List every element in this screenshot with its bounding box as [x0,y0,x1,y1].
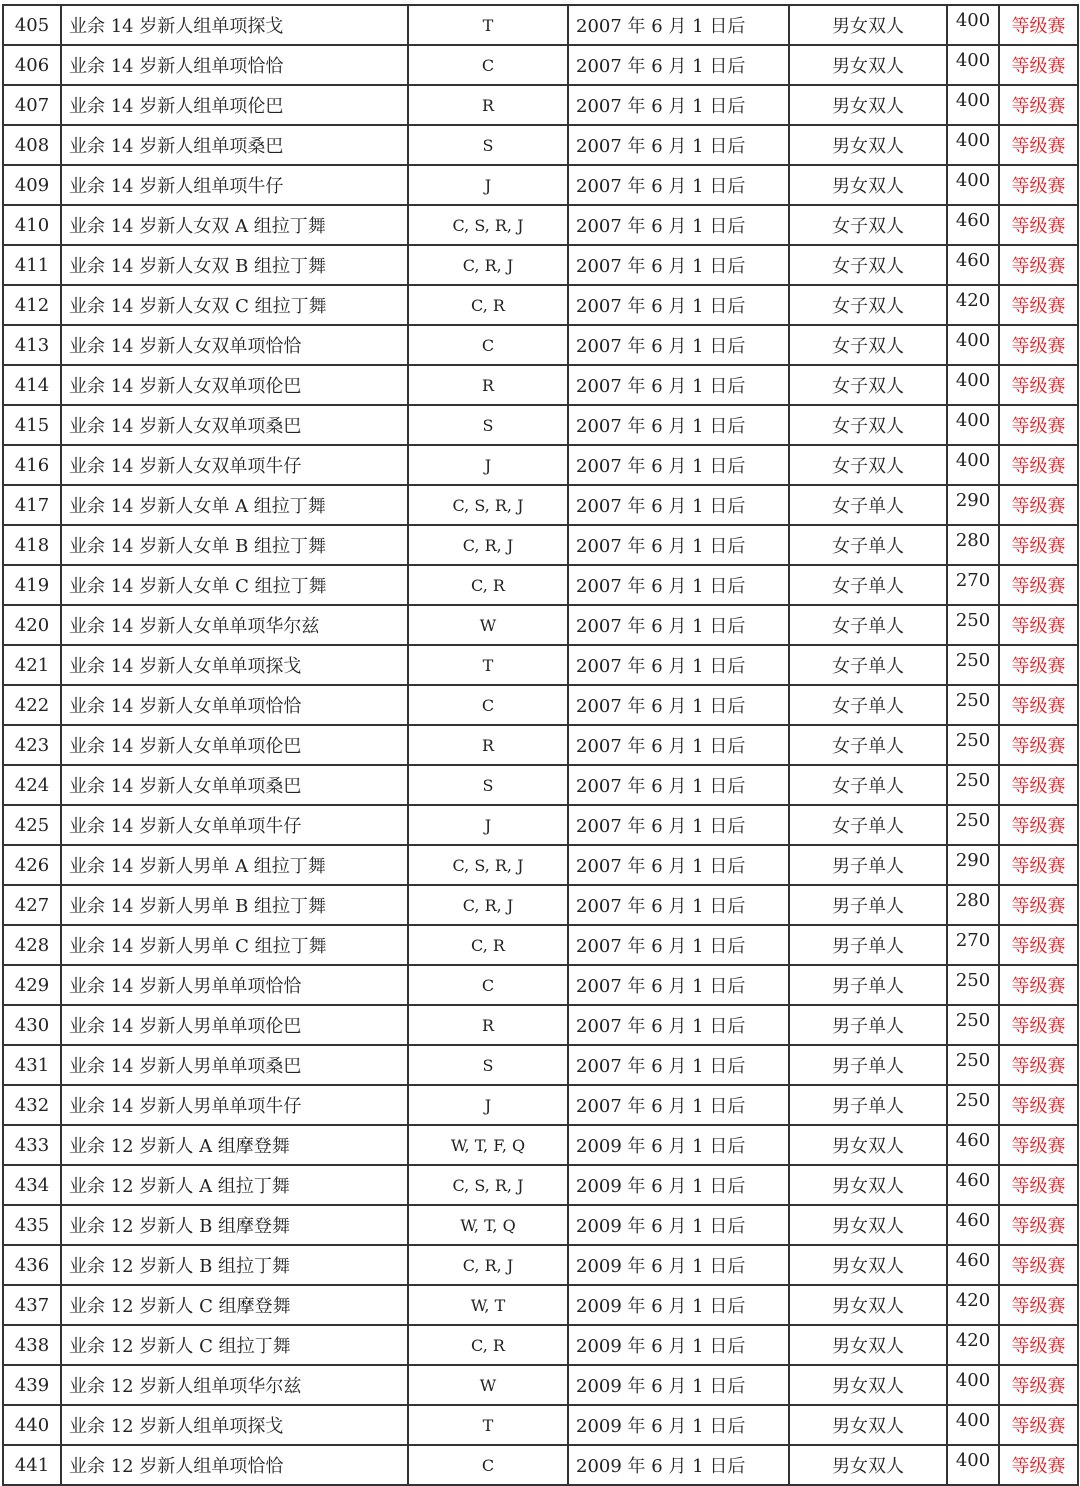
table-row [3,1005,1078,1045]
event-number: 420 [3,605,61,645]
event-fee: 400 [947,85,999,125]
event-category: 女子双人 [789,325,947,365]
event-name: 业余 14 岁新人女单单项华尔兹 [61,605,408,645]
event-number: 419 [3,565,61,605]
table-row [3,725,1078,765]
event-number: 436 [3,1245,61,1285]
event-name: 业余 14 岁新人男单单项桑巴 [61,1045,408,1085]
event-category: 女子单人 [789,645,947,685]
event-fee: 250 [947,1005,999,1045]
table-row [3,885,1078,925]
event-number: 407 [3,85,61,125]
event-birth-date: 2007 年 6 月 1 日后 [568,725,789,765]
event-birth-date: 2007 年 6 月 1 日后 [568,245,789,285]
table-row [3,1405,1078,1445]
event-birth-date: 2007 年 6 月 1 日后 [568,325,789,365]
event-birth-date: 2007 年 6 月 1 日后 [568,5,789,45]
event-fee: 460 [947,1205,999,1245]
event-category: 男女双人 [789,1445,947,1485]
table-row [3,765,1078,805]
table-row [3,1285,1078,1325]
event-category: 男女双人 [789,125,947,165]
table-row [3,365,1078,405]
event-type: 等级赛 [999,805,1078,845]
event-fee: 250 [947,765,999,805]
event-fee: 460 [947,205,999,245]
event-type: 等级赛 [999,325,1078,365]
event-birth-date: 2007 年 6 月 1 日后 [568,445,789,485]
table-row [3,565,1078,605]
event-fee: 460 [947,1165,999,1205]
event-name: 业余 12 岁新人组单项探戈 [61,1405,408,1445]
event-number: 425 [3,805,61,845]
event-category: 女子单人 [789,565,947,605]
table-row [3,325,1078,365]
event-category: 男女双人 [789,5,947,45]
table-row [3,965,1078,1005]
event-birth-date: 2007 年 6 月 1 日后 [568,565,789,605]
event-dances: R [408,725,568,765]
event-category: 女子双人 [789,245,947,285]
event-number: 416 [3,445,61,485]
event-type: 等级赛 [999,885,1078,925]
event-dances: T [408,1405,568,1445]
event-number: 429 [3,965,61,1005]
event-type: 等级赛 [999,925,1078,965]
table-row [3,645,1078,685]
event-fee: 400 [947,125,999,165]
event-name: 业余 14 岁新人男单 A 组拉丁舞 [61,845,408,885]
event-category: 男子单人 [789,925,947,965]
event-type: 等级赛 [999,765,1078,805]
event-category: 男子单人 [789,885,947,925]
event-type: 等级赛 [999,645,1078,685]
event-category: 男子单人 [789,1045,947,1085]
event-number: 415 [3,405,61,445]
event-birth-date: 2009 年 6 月 1 日后 [568,1405,789,1445]
event-name: 业余 12 岁新人 C 组拉丁舞 [61,1325,408,1365]
event-dances: C, R [408,565,568,605]
event-dances: C, S, R, J [408,485,568,525]
event-fee: 250 [947,965,999,1005]
event-category: 女子双人 [789,285,947,325]
event-name: 业余 14 岁新人女单 A 组拉丁舞 [61,485,408,525]
event-dances: C, R, J [408,525,568,565]
event-fee: 460 [947,245,999,285]
event-number: 408 [3,125,61,165]
event-birth-date: 2007 年 6 月 1 日后 [568,885,789,925]
event-category: 男女双人 [789,1125,947,1165]
event-category: 男女双人 [789,1245,947,1285]
event-fee: 400 [947,325,999,365]
event-category: 女子单人 [789,805,947,845]
event-birth-date: 2009 年 6 月 1 日后 [568,1285,789,1325]
table-row [3,1365,1078,1405]
event-type: 等级赛 [999,405,1078,445]
event-name: 业余 14 岁新人男单单项伦巴 [61,1005,408,1045]
event-type: 等级赛 [999,165,1078,205]
event-dances: C, R [408,925,568,965]
event-name: 业余 14 岁新人女单单项探戈 [61,645,408,685]
event-name: 业余 14 岁新人男单 B 组拉丁舞 [61,885,408,925]
table-row [3,85,1078,125]
event-birth-date: 2009 年 6 月 1 日后 [568,1125,789,1165]
event-birth-date: 2007 年 6 月 1 日后 [568,405,789,445]
event-type: 等级赛 [999,5,1078,45]
event-fee: 420 [947,285,999,325]
event-birth-date: 2007 年 6 月 1 日后 [568,605,789,645]
event-category: 女子双人 [789,405,947,445]
event-birth-date: 2007 年 6 月 1 日后 [568,485,789,525]
event-fee: 400 [947,445,999,485]
event-name: 业余 14 岁新人女双单项桑巴 [61,405,408,445]
event-category: 男子单人 [789,1005,947,1045]
event-type: 等级赛 [999,1285,1078,1325]
event-category: 男女双人 [789,1165,947,1205]
event-dances: W, T, F, Q [408,1125,568,1165]
event-number: 440 [3,1405,61,1445]
event-category: 男女双人 [789,1205,947,1245]
event-fee: 280 [947,885,999,925]
event-category: 男女双人 [789,1325,947,1365]
event-fee: 290 [947,485,999,525]
event-category: 男子单人 [789,1085,947,1125]
table-row [3,1325,1078,1365]
event-number: 427 [3,885,61,925]
event-number: 437 [3,1285,61,1325]
event-type: 等级赛 [999,525,1078,565]
event-type: 等级赛 [999,1365,1078,1405]
event-fee: 250 [947,1085,999,1125]
event-name: 业余 14 岁新人组单项恰恰 [61,45,408,85]
event-name: 业余 12 岁新人 B 组拉丁舞 [61,1245,408,1285]
event-category: 男女双人 [789,1365,947,1405]
event-dances: C [408,325,568,365]
event-type: 等级赛 [999,1205,1078,1245]
event-fee: 460 [947,1125,999,1165]
event-birth-date: 2007 年 6 月 1 日后 [568,765,789,805]
event-type: 等级赛 [999,85,1078,125]
event-number: 428 [3,925,61,965]
event-fee: 270 [947,565,999,605]
event-birth-date: 2007 年 6 月 1 日后 [568,525,789,565]
event-category: 男子单人 [789,845,947,885]
event-name: 业余 12 岁新人组单项恰恰 [61,1445,408,1485]
event-name: 业余 12 岁新人 A 组摩登舞 [61,1125,408,1165]
event-category: 女子单人 [789,605,947,645]
event-dances: W, T, Q [408,1205,568,1245]
event-number: 417 [3,485,61,525]
table-row [3,245,1078,285]
event-dances: J [408,805,568,845]
table-row [3,205,1078,245]
event-type: 等级赛 [999,965,1078,1005]
event-birth-date: 2007 年 6 月 1 日后 [568,1085,789,1125]
event-name: 业余 14 岁新人女双单项牛仔 [61,445,408,485]
event-number: 413 [3,325,61,365]
event-type: 等级赛 [999,725,1078,765]
event-dances: W [408,1365,568,1405]
event-category: 男女双人 [789,1285,947,1325]
table-row [3,925,1078,965]
event-birth-date: 2007 年 6 月 1 日后 [568,125,789,165]
event-name: 业余 14 岁新人组单项探戈 [61,5,408,45]
event-type: 等级赛 [999,565,1078,605]
event-dances: R [408,85,568,125]
table-row [3,1085,1078,1125]
event-name: 业余 14 岁新人女单单项牛仔 [61,805,408,845]
event-dances: R [408,365,568,405]
event-type: 等级赛 [999,1005,1078,1045]
event-number: 434 [3,1165,61,1205]
table-row [3,5,1078,45]
event-type: 等级赛 [999,1045,1078,1085]
event-dances: C, R [408,1325,568,1365]
event-type: 等级赛 [999,845,1078,885]
event-dances: C [408,965,568,1005]
event-type: 等级赛 [999,45,1078,85]
event-birth-date: 2009 年 6 月 1 日后 [568,1245,789,1285]
table-row [3,165,1078,205]
event-number: 410 [3,205,61,245]
event-name: 业余 14 岁新人女单单项伦巴 [61,725,408,765]
event-number: 423 [3,725,61,765]
event-category: 女子双人 [789,205,947,245]
event-type: 等级赛 [999,245,1078,285]
event-dances: C [408,1445,568,1485]
event-number: 438 [3,1325,61,1365]
event-type: 等级赛 [999,1405,1078,1445]
event-birth-date: 2007 年 6 月 1 日后 [568,365,789,405]
table-row [3,1245,1078,1285]
table-row [3,525,1078,565]
event-number: 426 [3,845,61,885]
event-number: 421 [3,645,61,685]
event-number: 430 [3,1005,61,1045]
event-dances: C, S, R, J [408,845,568,885]
event-name: 业余 14 岁新人女双 B 组拉丁舞 [61,245,408,285]
table-row [3,485,1078,525]
event-dances: C, R, J [408,1245,568,1285]
table-row [3,845,1078,885]
event-category: 男女双人 [789,1405,947,1445]
table-row [3,1125,1078,1165]
event-birth-date: 2009 年 6 月 1 日后 [568,1165,789,1205]
table-row [3,285,1078,325]
table-row [3,125,1078,165]
event-type: 等级赛 [999,1125,1078,1165]
event-name: 业余 14 岁新人组单项伦巴 [61,85,408,125]
event-category: 男女双人 [789,85,947,125]
event-category: 女子单人 [789,485,947,525]
event-name: 业余 14 岁新人女单 B 组拉丁舞 [61,525,408,565]
event-dances: W [408,605,568,645]
event-fee: 400 [947,1445,999,1485]
event-number: 412 [3,285,61,325]
event-type: 等级赛 [999,445,1078,485]
event-number: 433 [3,1125,61,1165]
event-type: 等级赛 [999,685,1078,725]
event-name: 业余 12 岁新人 B 组摩登舞 [61,1205,408,1245]
event-fee: 250 [947,805,999,845]
event-number: 435 [3,1205,61,1245]
table-row [3,1205,1078,1245]
table-row [3,445,1078,485]
event-dances: C, R [408,285,568,325]
event-dances: S [408,1045,568,1085]
event-type: 等级赛 [999,1085,1078,1125]
event-type: 等级赛 [999,125,1078,165]
event-name: 业余 14 岁新人女双单项恰恰 [61,325,408,365]
event-fee: 400 [947,5,999,45]
event-name: 业余 14 岁新人女单 C 组拉丁舞 [61,565,408,605]
event-type: 等级赛 [999,1165,1078,1205]
event-dances: J [408,165,568,205]
event-fee: 400 [947,45,999,85]
event-category: 女子双人 [789,365,947,405]
event-number: 431 [3,1045,61,1085]
event-name: 业余 14 岁新人女双 A 组拉丁舞 [61,205,408,245]
event-fee: 420 [947,1325,999,1365]
event-name: 业余 14 岁新人男单单项恰恰 [61,965,408,1005]
event-birth-date: 2007 年 6 月 1 日后 [568,645,789,685]
event-category: 女子双人 [789,445,947,485]
event-name: 业余 14 岁新人女双单项伦巴 [61,365,408,405]
event-category: 男女双人 [789,45,947,85]
table-row [3,605,1078,645]
event-number: 406 [3,45,61,85]
event-dances: T [408,645,568,685]
event-name: 业余 12 岁新人 C 组摩登舞 [61,1285,408,1325]
event-birth-date: 2007 年 6 月 1 日后 [568,965,789,1005]
event-birth-date: 2007 年 6 月 1 日后 [568,845,789,885]
event-category: 女子单人 [789,525,947,565]
event-name: 业余 14 岁新人组单项牛仔 [61,165,408,205]
event-fee: 250 [947,725,999,765]
event-number: 405 [3,5,61,45]
event-fee: 400 [947,365,999,405]
event-table [2,4,1079,1486]
event-fee: 290 [947,845,999,885]
event-number: 409 [3,165,61,205]
event-birth-date: 2009 年 6 月 1 日后 [568,1445,789,1485]
table-row [3,1445,1078,1485]
event-birth-date: 2007 年 6 月 1 日后 [568,685,789,725]
event-name: 业余 12 岁新人 A 组拉丁舞 [61,1165,408,1205]
event-number: 441 [3,1445,61,1485]
event-number: 418 [3,525,61,565]
event-fee: 420 [947,1285,999,1325]
event-type: 等级赛 [999,1445,1078,1485]
event-type: 等级赛 [999,1245,1078,1285]
event-dances: C, R, J [408,885,568,925]
event-name: 业余 14 岁新人女双 C 组拉丁舞 [61,285,408,325]
event-type: 等级赛 [999,605,1078,645]
event-name: 业余 14 岁新人女单单项桑巴 [61,765,408,805]
event-name: 业余 14 岁新人男单单项牛仔 [61,1085,408,1125]
event-fee: 400 [947,405,999,445]
event-birth-date: 2007 年 6 月 1 日后 [568,1005,789,1045]
event-birth-date: 2009 年 6 月 1 日后 [568,1205,789,1245]
event-number: 424 [3,765,61,805]
event-fee: 400 [947,1365,999,1405]
event-dances: C, S, R, J [408,1165,568,1205]
table-row [3,1045,1078,1085]
event-type: 等级赛 [999,285,1078,325]
event-birth-date: 2007 年 6 月 1 日后 [568,205,789,245]
table-row [3,45,1078,85]
table-row [3,1165,1078,1205]
event-type: 等级赛 [999,485,1078,525]
event-dances: S [408,125,568,165]
event-number: 422 [3,685,61,725]
event-name: 业余 14 岁新人组单项桑巴 [61,125,408,165]
event-fee: 250 [947,645,999,685]
event-category: 男女双人 [789,165,947,205]
event-dances: S [408,405,568,445]
event-birth-date: 2007 年 6 月 1 日后 [568,285,789,325]
event-dances: S [408,765,568,805]
event-type: 等级赛 [999,1325,1078,1365]
event-dances: C, S, R, J [408,205,568,245]
event-table-body [3,5,1078,1485]
event-dances: C [408,45,568,85]
event-category: 女子单人 [789,725,947,765]
event-name: 业余 14 岁新人女单单项恰恰 [61,685,408,725]
event-birth-date: 2007 年 6 月 1 日后 [568,805,789,845]
event-dances: T [408,5,568,45]
event-category: 男子单人 [789,965,947,1005]
event-birth-date: 2007 年 6 月 1 日后 [568,45,789,85]
event-dances: R [408,1005,568,1045]
event-dances: J [408,1085,568,1125]
event-birth-date: 2009 年 6 月 1 日后 [568,1365,789,1405]
event-name: 业余 12 岁新人组单项华尔兹 [61,1365,408,1405]
event-birth-date: 2007 年 6 月 1 日后 [568,1045,789,1085]
event-dances: W, T [408,1285,568,1325]
event-birth-date: 2009 年 6 月 1 日后 [568,1325,789,1365]
table-row [3,805,1078,845]
table-row [3,685,1078,725]
event-fee: 250 [947,1045,999,1085]
event-fee: 400 [947,1405,999,1445]
event-type: 等级赛 [999,205,1078,245]
table-row [3,405,1078,445]
event-number: 414 [3,365,61,405]
event-number: 432 [3,1085,61,1125]
event-number: 439 [3,1365,61,1405]
event-category: 女子单人 [789,765,947,805]
event-fee: 270 [947,925,999,965]
event-fee: 250 [947,605,999,645]
event-number: 411 [3,245,61,285]
event-dances: J [408,445,568,485]
event-name: 业余 14 岁新人男单 C 组拉丁舞 [61,925,408,965]
event-birth-date: 2007 年 6 月 1 日后 [568,165,789,205]
event-dances: C [408,685,568,725]
event-fee: 400 [947,165,999,205]
event-birth-date: 2007 年 6 月 1 日后 [568,85,789,125]
event-fee: 460 [947,1245,999,1285]
event-category: 女子单人 [789,685,947,725]
event-fee: 280 [947,525,999,565]
event-birth-date: 2007 年 6 月 1 日后 [568,925,789,965]
event-dances: C, R, J [408,245,568,285]
event-fee: 250 [947,685,999,725]
event-type: 等级赛 [999,365,1078,405]
